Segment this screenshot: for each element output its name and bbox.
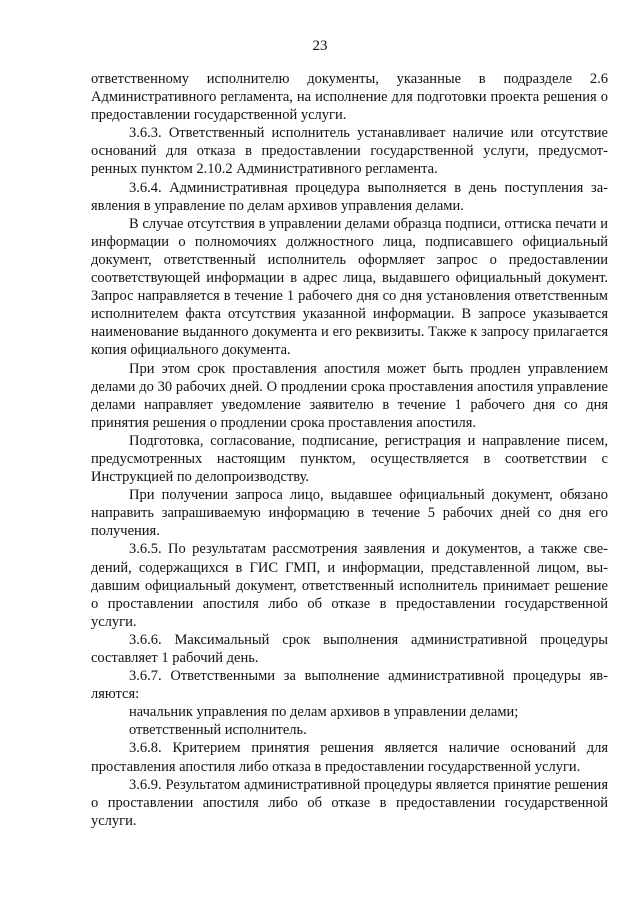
paragraph-3-6-3: 3.6.3. Ответственный исполнитель устанавливает наличие или отсутствие оснований для отказа в предоставлении государственной услуги, предусмотренных пунктом 2.10.2 Административного регламента.: [91, 125, 608, 178]
paragraph-missing-signature: В случае отсутствия в управлении делами образца подписи, оттиска печати и информации о полномочиях должностного лица, подписавшего официальный документ, ответственный исполнитель оформляет запрос о предоставлении соответствующей информации в адрес лица, выдавшего официальный документ. Запрос направляется в течение 1 рабочего дня со дня установления ответственным исполнителем факта отсутствия указанной информации. В запросе указывается наименование выданного документа и его реквизиты. Также к запросу прилагается копия официального документа.: [91, 215, 608, 359]
paragraph-term-extension: При этом срок проставления апостиля может быть продлен управлением делами до 30 рабочих дней. О продлении срока проставления апостиля управление делами направляет уведомление заявителю в течение 1 рабочего дня со дня принятия решения о продлении срока проставления апостиля.: [91, 360, 608, 431]
paragraph-3-6-9: 3.6.9. Результатом административной процедуры является принятие решения о проставлении апостиля либо об отказе в предоставлении государственной услуги.: [91, 776, 608, 829]
paragraph-3-6-8: 3.6.8. Критерием принятия решения является наличие оснований для проставления апостиля либо отказа в предоставлении государственной услуги.: [91, 740, 608, 775]
list-item-head-of-department: начальник управления по делам архивов в управлении делами;: [129, 704, 519, 721]
paragraph-3-6-7: 3.6.7. Ответственными за выполнение административной процедуры являются:: [91, 668, 608, 703]
paragraph-request-response: При получении запроса лицо, выдавшее официальный документ, обязано направить запрашиваемую информацию в течение 5 рабочих дней со дня его получения.: [91, 487, 608, 540]
list-item-responsible-executor: ответственный исполнитель.: [129, 722, 307, 739]
document-body: [91, 70, 608, 830]
paragraph-3-6-5: 3.6.5. По результатам рассмотрения заявления и документов, а также сведений, содержащихся в ГИС ГМП, и информации, представленной лицом, выдавшим официальный документ, ответственный исполнитель принимает решение о проставлении апостиля либо об отказе в предоставлении государственной услуги.: [91, 541, 608, 630]
paragraph-3-6-6: 3.6.6. Максимальный срок выполнения административной процедуры составляет 1 рабочий день.: [91, 631, 608, 666]
page-number: 23: [312, 38, 328, 54]
paragraph-continuation: ответственному исполнителю документы, указанные в подразделе 2.6 Административного регламента, на исполнение для подготовки проекта решения о предоставлении государственной услуги.: [91, 71, 608, 124]
paragraph-3-6-4: 3.6.4. Административная процедура выполняется в день поступления заявления в управление по делам архивов управления делами.: [91, 179, 608, 214]
paragraph-letters-preparation: Подготовка, согласование, подписание, регистрация и направление писем, предусмотренных настоящим пунктом, осуществляется в соответствии с Инструкцией по делопроизводству.: [91, 432, 608, 486]
